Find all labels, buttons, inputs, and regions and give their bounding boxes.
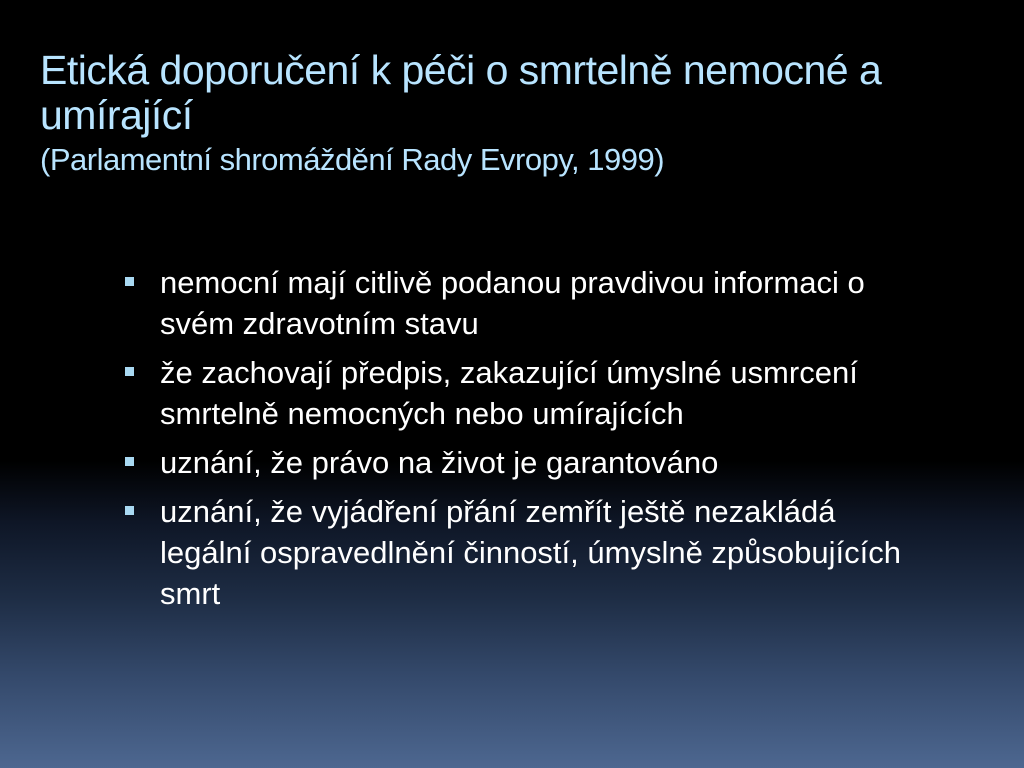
bullet-item: [120, 442, 920, 483]
bullet-text: nemocní mají citlivě podanou pravdivou informaci o svém zdravotním stavu: [160, 265, 865, 341]
square-bullet-icon: [125, 506, 134, 515]
slide-title: [40, 48, 1020, 180]
square-bullet-icon: [125, 277, 134, 286]
title-text: Etická doporučení k péči o smrtelně nemocné a umírající: [40, 47, 882, 138]
subtitle-text: (Parlamentní shromáždění Rady Evropy, 1999): [40, 142, 665, 177]
bullet-item: [120, 491, 920, 614]
square-bullet-icon: [125, 367, 134, 376]
bullet-text: uznání, že právo na život je garantováno: [160, 445, 719, 480]
bullet-item: [120, 352, 920, 434]
square-bullet-icon: [125, 457, 134, 466]
bullet-text: že zachovají předpis, zakazující úmyslné usmrcení smrtelně nemocných nebo umírajících: [160, 355, 858, 431]
bullet-item: [120, 262, 920, 344]
bullet-list: [120, 262, 920, 622]
bullet-text: uznání, že vyjádření přání zemřít ještě nezakládá legální ospravedlnění činností, úmyslně způsobujících smrt: [160, 494, 901, 611]
